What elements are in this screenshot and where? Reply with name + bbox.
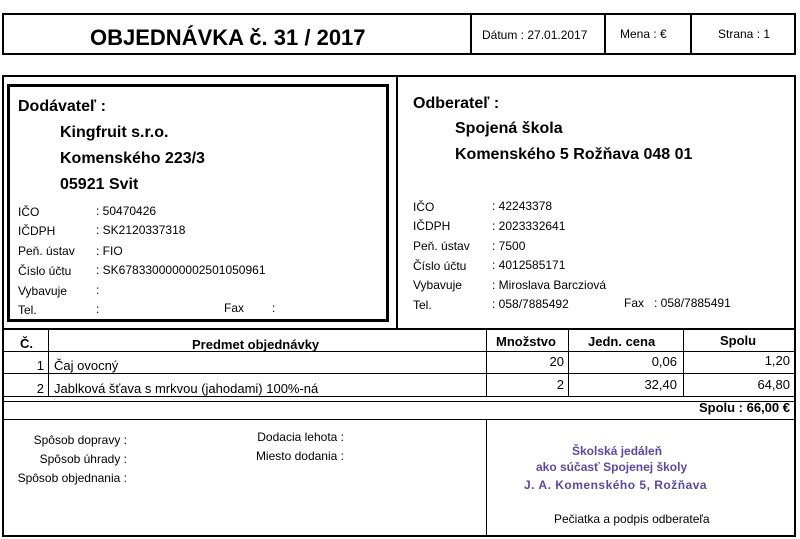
supplier-icdph-label: IČDPH	[18, 224, 56, 238]
customer-icdph-label: IČDPH	[413, 219, 451, 233]
table-row-2-number: 2	[36, 381, 44, 396]
customer-account-label: Číslo účtu	[413, 259, 467, 273]
customer-icdph-value: : 2023332641	[492, 219, 566, 233]
customer-address: Komenského 5 Rožňava 048 01	[455, 146, 693, 163]
table-row-1-number: 1	[36, 358, 44, 373]
table-row-2-total: 64,80	[757, 377, 790, 392]
supplier-icdph-value: : SK2120337318	[96, 223, 186, 237]
col-header-item: Predmet objednávky	[192, 337, 320, 352]
customer-handler-label: Vybavuje	[413, 278, 462, 292]
col-header-unit-price: Jedn. cena	[588, 334, 656, 349]
supplier-handler-value: :	[96, 283, 100, 297]
customer-tel-label: Tel.	[413, 298, 432, 312]
signature-label: Pečiatka a podpis odberateľa	[554, 512, 710, 526]
supplier-handler-label: Vybavuje	[18, 284, 67, 298]
summary-rule	[2, 419, 796, 420]
supplier-tel-value: :	[96, 302, 100, 316]
document-title: OBJEDNÁVKA č. 31 / 2017	[90, 25, 366, 50]
header-divider	[604, 13, 606, 55]
supplier-name: Kingfruit s.r.o.	[60, 124, 169, 141]
supplier-fax-label: Fax	[224, 301, 245, 315]
col-header-number: Č.	[20, 336, 33, 351]
customer-name: Spojená škola	[455, 120, 563, 137]
customer-ico-label: IČO	[413, 200, 435, 214]
table-row-2-quantity: 2	[556, 377, 564, 392]
col-divider	[48, 329, 49, 397]
customer-fax-label: Fax	[624, 296, 645, 310]
table-header-rule	[2, 351, 796, 352]
stamp-line-2: ako súčasť Spojenej školy	[536, 460, 688, 474]
currency: Mena : €	[620, 27, 667, 41]
table-row-2-item: Jablková šťava s mrkvou (jahodami) 100%-ná	[54, 381, 319, 396]
stamp-line-1: Školská jedáleň	[572, 444, 663, 458]
table-row-1-item: Čaj ovocný	[54, 358, 119, 373]
payment-method-label: Spôsob úhrady :	[39, 452, 127, 466]
delivery-method-label: Spôsob dopravy :	[33, 433, 127, 447]
supplier-ico-label: IČO	[18, 205, 40, 219]
table-row-1-quantity: 20	[549, 354, 564, 369]
col-divider	[486, 329, 487, 397]
supplier-bank-value: : FIO	[96, 244, 123, 258]
table-row-1-unit-price: 0,06	[651, 354, 677, 369]
supplier-tel-label: Tel.	[18, 303, 37, 317]
customer-account-value: : 4012585171	[492, 258, 566, 272]
order-method-label: Spôsob objednania :	[17, 471, 127, 485]
customer-bank-value: : 7500	[492, 239, 526, 253]
customer-ico-value: : 42243378	[492, 199, 553, 213]
customer-fax-value: : 058/7885491	[654, 296, 731, 310]
order-total: Spolu : 66,00 €	[698, 400, 790, 415]
col-header-quantity: Množstvo	[496, 334, 556, 349]
page-number: Strana : 1	[718, 27, 771, 41]
supplier-heading: Dodávateľ :	[18, 98, 106, 115]
customer-heading: Odberateľ :	[413, 95, 500, 112]
delivery-place-label: Miesto dodania :	[255, 449, 344, 463]
customer-handler-value: : Miroslava Barcziová	[492, 278, 607, 292]
header-divider	[470, 13, 472, 55]
supplier-city: 05921 Svit	[60, 176, 139, 193]
table-row-1-total: 1,20	[764, 353, 790, 368]
signature-divider	[486, 420, 487, 536]
delivery-deadline-label: Dodacia lehota :	[257, 430, 344, 444]
col-header-total: Spolu	[720, 333, 757, 348]
date: Dátum : 27.01.2017	[482, 28, 588, 42]
col-divider	[568, 329, 569, 397]
table-row-rule	[2, 373, 796, 374]
header-divider	[690, 13, 692, 55]
col-divider	[683, 329, 684, 397]
supplier-bank-label: Peň. ústav	[18, 244, 75, 258]
supplier-ico-value: : 50470426	[96, 204, 157, 218]
supplier-account-label: Číslo účtu	[18, 264, 72, 278]
customer-bank-label: Peň. ústav	[413, 239, 470, 253]
supplier-street: Komenského 223/3	[60, 150, 205, 167]
table-row-rule	[2, 396, 796, 397]
table-row-2-unit-price: 32,40	[644, 377, 677, 392]
customer-tel-value: : 058/7885492	[492, 297, 569, 311]
party-divider	[396, 75, 398, 329]
supplier-account-value: : SK6783300000002501050961	[96, 263, 266, 277]
stamp-line-3: J. A. Komenského 5, Rožňava	[524, 478, 708, 492]
supplier-fax-value: :	[272, 301, 276, 315]
table-top-rule	[2, 328, 796, 330]
